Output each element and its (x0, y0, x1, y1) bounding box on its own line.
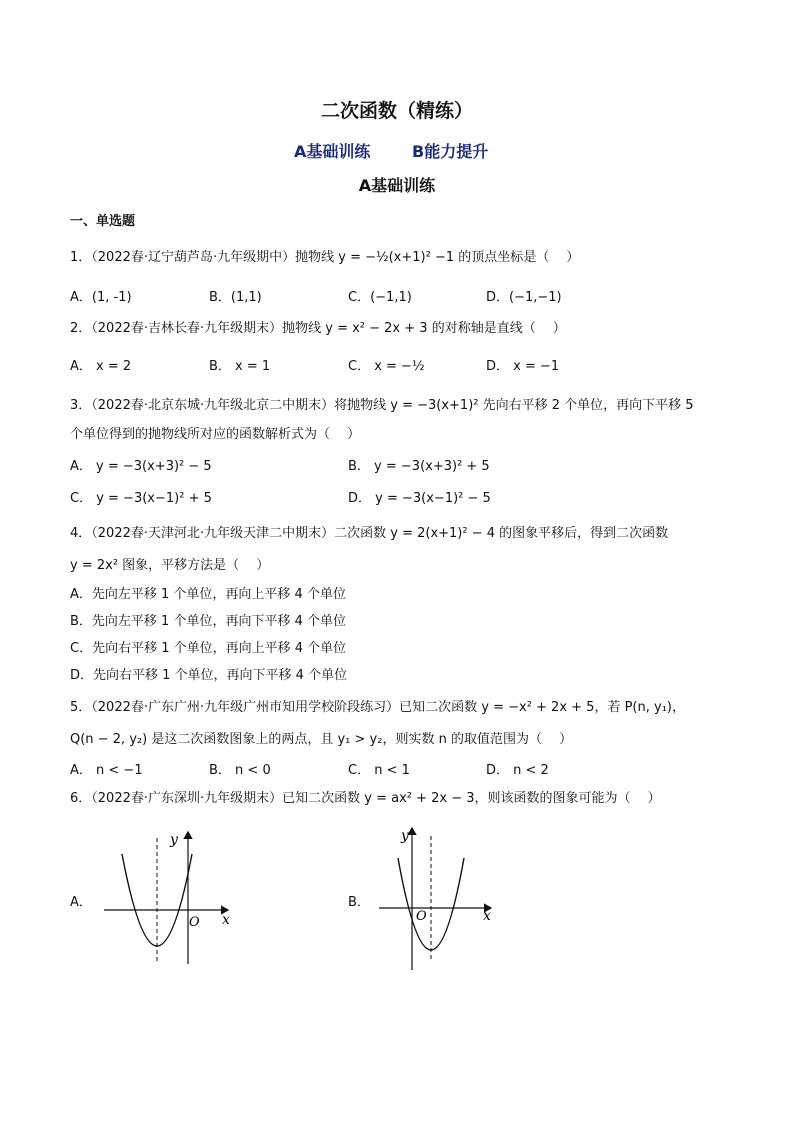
question-2-option-d: D． x = −1 (486, 359, 560, 374)
graph-b-x-label: x (483, 908, 491, 924)
question-4-option-b: B．先向左平移 1 个单位，再向下平移 4 个单位 (70, 614, 346, 629)
question-5-text-line-1: 5．（2022春·广东广州·九年级广州市知用学校阶段练习）已知二次函数 y = −x² + 2x + 5，若 P(n, y₁)， (70, 700, 685, 715)
question-1-option-c: C．(−1,1) (348, 290, 412, 305)
question-4-option-c: C．先向右平移 1 个单位，再向上平移 4 个单位 (70, 641, 347, 656)
question-2-option-b: B． x = 1 (209, 359, 271, 374)
question-5-option-d: D． n < 2 (486, 763, 549, 778)
question-1-text: 1．（2022春·辽宁葫芦岛·九年级期中）抛物线 y = −½(x+1)² −1 的顶点坐标是（ ） (70, 250, 580, 265)
question-3-option-c: C． y = −3(x−1)² + 5 (70, 491, 212, 506)
question-3-text-line-2: 个单位得到的抛物线所对应的函数解析式为（ ） (70, 427, 361, 442)
section-title: A基础训练 (358, 176, 436, 195)
question-5-option-a: A． n < −1 (70, 763, 143, 778)
question-4-option-a: A．先向左平移 1 个单位，再向上平移 4 个单位 (70, 587, 346, 602)
graph-a-y-label: y (170, 832, 178, 848)
graph-a-x-label: x (222, 912, 230, 928)
question-2-option-a: A． x = 2 (70, 359, 132, 374)
question-1-option-b: B．(1,1) (209, 290, 262, 305)
question-6-text: 6．（2022春·广东深圳·九年级期末）已知二次函数 y = ax² + 2x − 3，则该函数的图象可能为（ ） (70, 791, 661, 806)
question-6-graph-a (100, 828, 240, 968)
page-title: 二次函数（精练） (320, 100, 473, 122)
question-3-option-d: D． y = −3(x−1)² − 5 (348, 491, 491, 506)
section-heading: 一、单选题 (70, 214, 136, 229)
question-1-option-d: D．(−1,−1) (486, 290, 562, 305)
question-5-option-b: B． n < 0 (209, 763, 271, 778)
question-6-option-b-label: B． (348, 895, 370, 910)
question-6-graph-b (375, 822, 505, 972)
question-5-option-c: C． n < 1 (348, 763, 410, 778)
question-5-text-line-2: Q(n − 2, y₂) 是这二次函数图象上的两点，且 y₁ > y₂，则实数 n 的取值范围为（ ） (70, 732, 573, 747)
graph-b-y-label: y (401, 828, 409, 844)
graph-b-origin-label: O (416, 909, 427, 924)
question-2-text: 2．（2022春·吉林长春·九年级期末）抛物线 y = x² − 2x + 3 的对称轴是直线（ ） (70, 321, 566, 336)
question-3-option-a: A． y = −3(x+3)² − 5 (70, 459, 212, 474)
question-3-text-line-1: 3．（2022春·北京东城·九年级北京二中期末）将抛物线 y = −3(x+1)² 先向右平移 2 个单位，再向下平移 5 (70, 398, 694, 413)
question-4-option-d: D．先向右平移 1 个单位，再向下平移 4 个单位 (70, 668, 348, 683)
question-1-option-a: A．(1, -1) (70, 290, 132, 305)
subtitle-basic-training: A基础训练 (294, 142, 371, 161)
question-2-option-c: C． x = −½ (348, 359, 425, 374)
question-3-option-b: B． y = −3(x+3)² + 5 (348, 459, 490, 474)
subtitle-ability-improvement: B能力提升 (412, 142, 489, 161)
graph-a-origin-label: O (189, 915, 200, 930)
question-4-text-line-1: 4．（2022春·天津河北·九年级天津二中期末）二次函数 y = 2(x+1)² − 4 的图象平移后，得到二次函数 (70, 526, 669, 541)
question-4-text-line-2: y = 2x² 图象，平移方法是（ ） (70, 558, 270, 573)
question-6-option-a-label: A． (70, 895, 92, 910)
